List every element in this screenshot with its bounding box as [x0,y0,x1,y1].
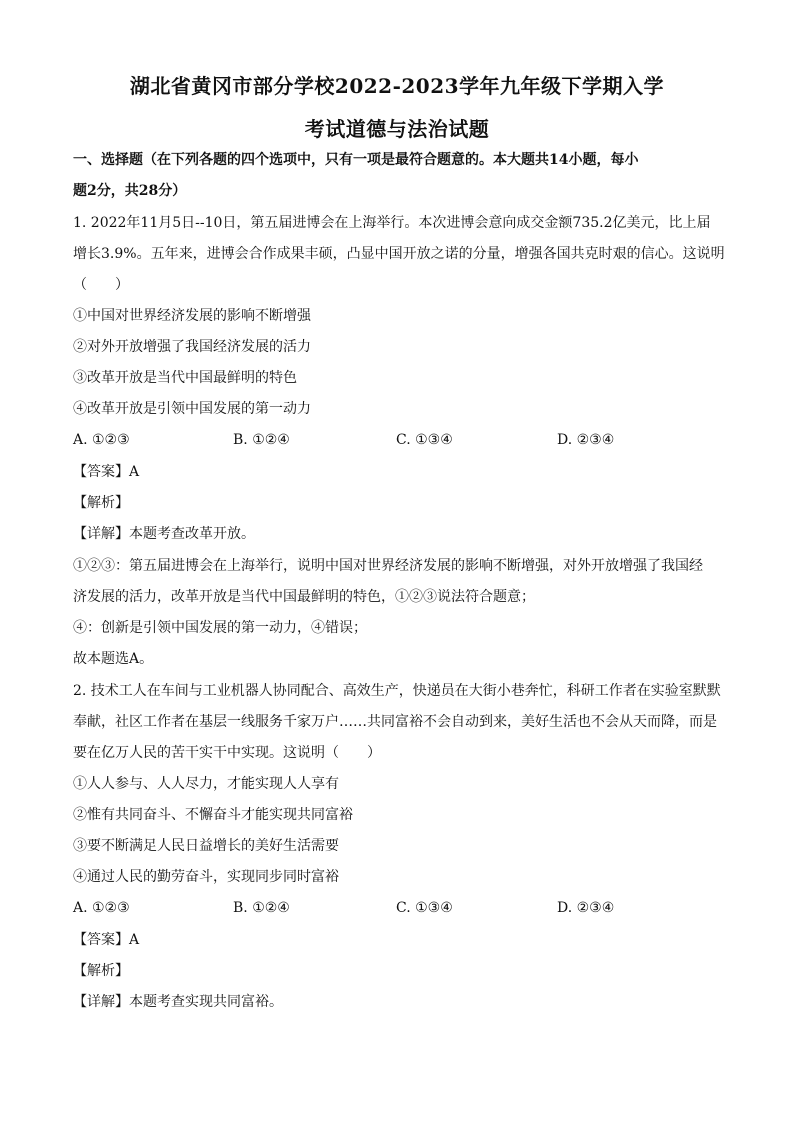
q2-detail: 【详解】本题考查实现共同富裕。 [73,994,283,1010]
q1-option-a: A. ①②③ [73,432,130,448]
q2-statement-3: ③要不断满足人民日益增长的美好生活需要 [73,838,339,854]
q1-statement-2: ②对外开放增强了我国经济发展的活力 [73,339,311,355]
q1-option-d: D. ②③④ [557,432,615,448]
q1-answer-blank: （ ） [73,277,129,293]
q2-option-a: A. ①②③ [73,900,130,916]
q2-stem-line1: 2. 技术工人在车间与工业机器人协同配合、高效生产，快递员在大街小巷奔忙，科研工作者在实验室默默 [73,683,721,699]
section-heading-line1: 一、选择题（在下列各题的四个选项中，只有一项是最符合题意的。本大题共14小题，每小 [73,152,639,168]
q1-option-b: B. ①②④ [233,432,290,448]
q2-option-b: B. ①②④ [233,900,290,916]
q1-statement-1: ①中国对世界经济发展的影响不断增强 [73,308,311,324]
q2-statement-1: ①人人参与、人人尽力，才能实现人人享有 [73,776,339,792]
document-title-line2: 考试道德与法治试题 [304,117,490,141]
q2-option-c: C. ①③④ [396,900,453,916]
q1-option-c: C. ①③④ [396,432,453,448]
q1-explanation-line2: 济发展的活力，改革开放是当代中国最鲜明的特色，①②③说法符合题意； [73,589,535,605]
q1-stem-line1: 1. 2022年11月5日--10日，第五届进博会在上海举行。本次进博会意向成交金额735.2亿美元，比上届 [73,215,711,231]
q2-analysis-label: 【解析】 [73,963,129,979]
q1-stem-line2: 增长3.9%。五年来，进博会合作成果丰硕，凸显中国开放之诺的分量，增强各国共克时艰的信心。这说明 [73,246,725,262]
q2-statement-4: ④通过人民的勤劳奋斗，实现同步同时富裕 [73,869,339,885]
section-heading-line2: 题2分，共28分） [73,183,187,199]
q1-explanation-line3: ④：创新是引领中国发展的第一动力，④错误； [73,620,367,636]
q1-explanation-line1: ①②③：第五届进博会在上海举行，说明中国对世界经济发展的影响不断增强，对外开放增强了我国经 [73,558,703,574]
q1-detail: 【详解】本题考查改革开放。 [73,526,255,542]
q2-answer: 【答案】A [73,932,140,948]
q2-stem-line3: 要在亿万人民的苦干实干中实现。这说明（ ） [73,745,381,761]
q2-statement-2: ②惟有共同奋斗、不懈奋斗才能实现共同富裕 [73,807,353,823]
q1-conclusion: 故本题选A。 [73,651,154,667]
q1-answer: 【答案】A [73,464,140,480]
q1-statement-4: ④改革开放是引领中国发展的第一动力 [73,401,311,417]
q2-stem-line2: 奉献，社区工作者在基层一线服务千家万户……共同富裕不会自动到来，美好生活也不会从天而降，而是 [73,714,717,730]
q2-option-d: D. ②③④ [557,900,615,916]
document-title-line1: 湖北省黄冈市部分学校2022-2023学年九年级下学期入学 [129,74,665,98]
q1-analysis-label: 【解析】 [73,495,129,511]
q1-statement-3: ③改革开放是当代中国最鲜明的特色 [73,370,297,386]
